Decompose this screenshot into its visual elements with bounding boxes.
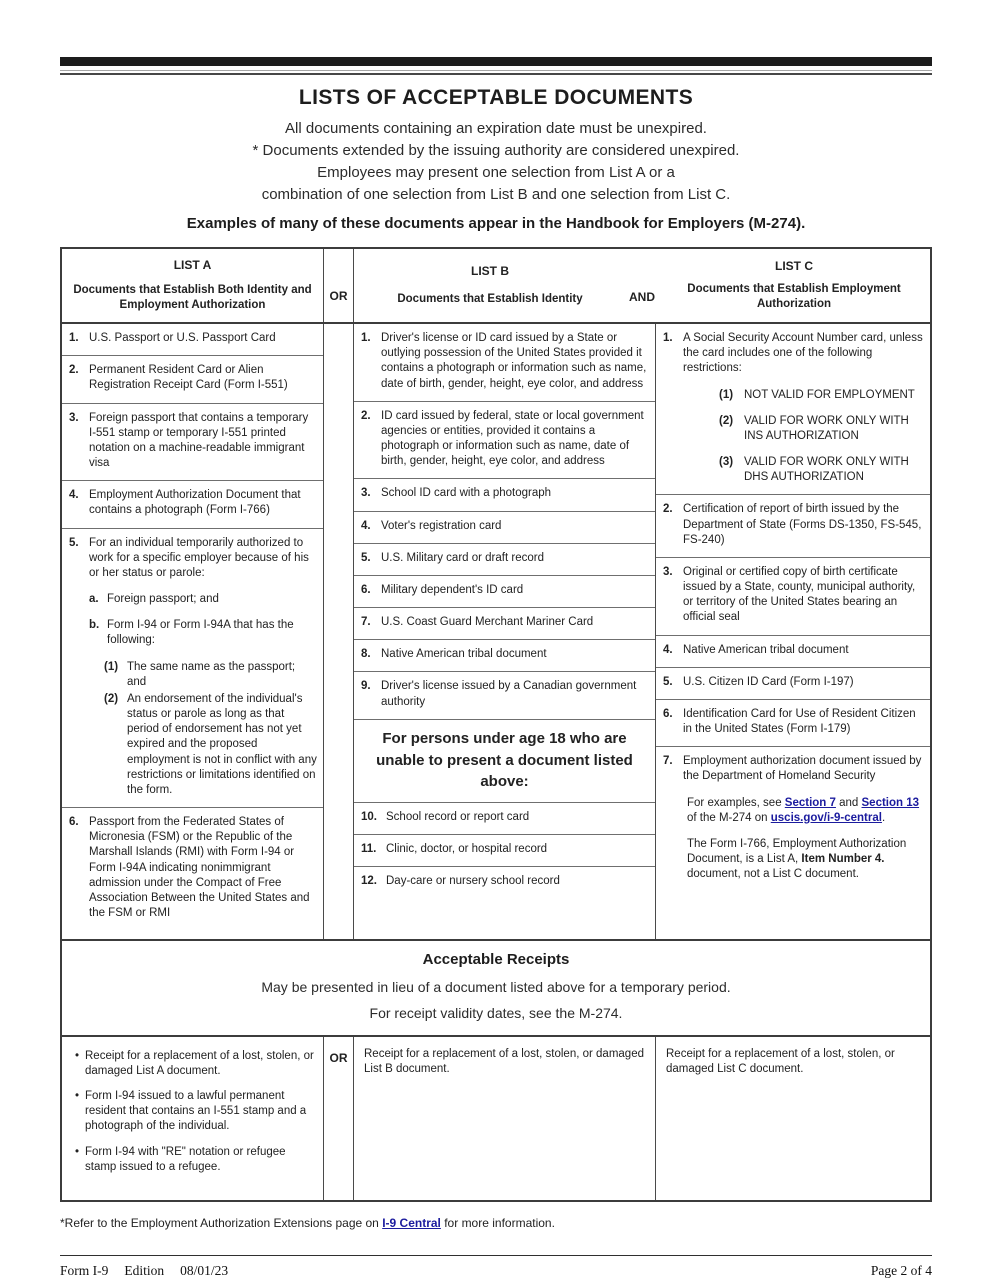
i9-central-link[interactable]: I-9 Central xyxy=(382,1215,441,1230)
list-c-item-2 xyxy=(656,494,930,557)
restriction-number: (3) xyxy=(719,456,734,469)
receipts-or-conjunction: OR xyxy=(324,1037,354,1200)
item-text: Native American tribal document xyxy=(381,648,547,661)
item-number: 11. xyxy=(361,843,377,856)
list-a-column xyxy=(62,324,324,939)
subtitle-line-3: Employees may present one selection from List A or a xyxy=(317,164,675,181)
section-13-link[interactable]: Section 13 xyxy=(861,796,920,809)
examples-line: Examples of many of these documents appear in the Handbook for Employers (M-274). xyxy=(186,215,806,232)
list-a-item-6 xyxy=(62,807,323,939)
note-pre: The Form I-766, Employment Authorization Document, is a List A, xyxy=(687,837,907,866)
list-c-item-6 xyxy=(656,699,930,746)
item-body xyxy=(89,536,317,799)
table-body-row xyxy=(62,322,930,939)
item-text: Military dependent's ID card xyxy=(381,583,524,596)
list-a-item-5 xyxy=(62,528,323,808)
item-text: U.S. Citizen ID Card (Form I-197) xyxy=(683,675,854,688)
sub-item-number: (1) xyxy=(104,660,119,673)
subtitle-line-2: * Documents extended by the issuing authority are considered unexpired. xyxy=(252,142,740,159)
receipts-line-1: May be presented in lieu of a document listed above for a temporary period. xyxy=(261,978,731,995)
footer-form-number: Form I-9 xyxy=(60,1262,109,1278)
item-text: Clinic, doctor, or hospital record xyxy=(386,843,548,856)
item-text: Passport from the Federated States of Micronesia (FSM) or the Republic of the Marshall Islands (RMI) with Form I-94 or Form I-94A indicating nonimmigrant admission under the Compact of Free Association Between the United States and the FSM or RMI xyxy=(89,816,310,920)
examples-mid1: and xyxy=(835,796,862,809)
list-c-item-3 xyxy=(656,557,930,635)
and-conjunction: AND xyxy=(629,289,655,304)
ssn-restriction-1 xyxy=(719,388,924,403)
bullet-icon: • xyxy=(74,1145,80,1158)
list-b-item-12 xyxy=(354,866,655,939)
item-number: 1. xyxy=(361,332,371,344)
item-text: A Social Security Account Number card, unless the card includes one of the following restrictions: xyxy=(683,332,923,375)
item-number: 6. xyxy=(663,707,673,720)
item-body xyxy=(683,754,924,930)
or-gutter-column xyxy=(324,324,354,939)
list-a-header xyxy=(62,249,324,322)
header-subtitle-block xyxy=(60,118,932,206)
item-number: 2. xyxy=(361,409,371,422)
under-18-heading: For persons under age 18 who are unable to present a document listed above: xyxy=(354,719,655,802)
examples-prefix: For examples, see xyxy=(687,796,785,809)
receipt-a-bullet-1 xyxy=(69,1049,315,1079)
item-text: Foreign passport that contains a temporary I-551 stamp or temporary I-551 printed notation on a machine-readable immigrant visa xyxy=(89,411,309,470)
receipts-line-2: For receipt validity dates, see the M-274. xyxy=(369,1005,623,1022)
footnote xyxy=(60,1216,932,1230)
item-number: 5. xyxy=(361,551,371,564)
list-c-title: LIST C xyxy=(775,258,813,273)
item-text: Employment Authorization Document that contains a photograph (Form I-766) xyxy=(89,489,301,517)
list-a-item-1 xyxy=(62,324,323,355)
restriction-number: (1) xyxy=(719,388,734,401)
list-b-item-7 xyxy=(354,607,655,639)
item-text: U.S. Military card or draft record xyxy=(381,551,544,564)
item-text: U.S. Passport or U.S. Passport Card xyxy=(89,332,276,344)
examples-suffix: . xyxy=(881,811,886,824)
item-text: For an individual temporarily authorized to work for a specific employer because of his or her status or parole: xyxy=(89,536,309,579)
table-header-row xyxy=(62,249,930,322)
bullet-text: Form I-94 issued to a lawful permanent resident that contains an I-551 stamp and a photograph of the individual. xyxy=(85,1090,307,1133)
bullet-text: Form I-94 with "RE" notation or refugee stamp issued to a refugee. xyxy=(85,1145,286,1173)
list-b-subtitle: Documents that Establish Identity xyxy=(397,293,583,306)
item-text: Day-care or nursery school record xyxy=(386,875,560,888)
document-header xyxy=(60,86,932,232)
item-number: 4. xyxy=(69,489,79,502)
item-number: 8. xyxy=(361,648,371,661)
list-b-item-8 xyxy=(354,639,655,671)
receipts-title: Acceptable Receipts xyxy=(422,951,570,968)
note-post: document, not a List C document. xyxy=(687,868,859,881)
item-text: Original or certified copy of birth certificate issued by a State, county, municipal authority, or territory of the United States bearing an official seal xyxy=(683,565,916,624)
footnote-prefix: *Refer to the Employment Authorization Extensions page on xyxy=(60,1215,383,1230)
list-a-item-2 xyxy=(62,355,323,402)
list-b-item-10 xyxy=(354,802,655,834)
item-text: Employment authorization document issued by the Department of Homeland Security xyxy=(683,755,922,783)
item-number: 10. xyxy=(361,811,377,823)
item-number: 7. xyxy=(361,616,371,629)
page-title: LISTS OF ACCEPTABLE DOCUMENTS xyxy=(298,86,694,109)
item-number: 2. xyxy=(663,503,673,516)
item-number: 3. xyxy=(69,411,79,424)
restriction-text: VALID FOR WORK ONLY WITH DHS AUTHORIZATION xyxy=(744,456,909,484)
ssn-restriction-3 xyxy=(719,455,924,485)
list-b-item-3 xyxy=(354,478,655,510)
list-a-item-5b xyxy=(89,618,317,648)
list-a-item-5b1 xyxy=(104,660,317,690)
item-body xyxy=(683,331,924,485)
list-b-item-11 xyxy=(354,834,655,866)
footer-page-number: Page 2 of 4 xyxy=(870,1262,932,1278)
top-black-bar xyxy=(60,57,932,66)
sub-item-text: An endorsement of the individual's status or parole as long as that period of endorsement has not yet expired and the proposed employment is not in conflict with any restrictions or limitations identified on the form. xyxy=(127,692,317,796)
item-text: Permanent Resident Card or Alien Registration Receipt Card (Form I-551) xyxy=(89,364,288,392)
section-7-link[interactable]: Section 7 xyxy=(784,796,836,809)
footer-rule xyxy=(60,1255,932,1256)
receipts-list-c-cell: Receipt for a replacement of a lost, stolen, or damaged List C document. xyxy=(666,1047,895,1075)
item-text: Identification Card for Use of Resident Citizen in the United States (Form I-179) xyxy=(683,707,916,736)
bullet-icon: • xyxy=(74,1090,80,1103)
acceptable-receipts-header xyxy=(62,939,930,1035)
receipts-list-a-cell xyxy=(62,1037,324,1200)
bullet-icon: • xyxy=(74,1049,80,1062)
receipt-a-bullet-3 xyxy=(69,1145,315,1175)
i766-note-paragraph xyxy=(687,837,924,883)
list-b-title: LIST B xyxy=(471,263,509,278)
item-number: 5. xyxy=(69,536,79,549)
item-text: Voter's registration card xyxy=(381,519,502,532)
sub-item-text: Foreign passport; and xyxy=(107,593,219,606)
item-number: 1. xyxy=(663,332,673,344)
item-text: School ID card with a photograph xyxy=(381,487,552,500)
restriction-number: (2) xyxy=(719,414,734,427)
item-text: School record or report card xyxy=(386,811,530,823)
subtitle-line-1: All documents containing an expiration date must be unexpired. xyxy=(285,120,707,137)
examples-paragraph xyxy=(687,796,924,826)
page-footer xyxy=(60,1263,932,1279)
item-text: Certification of report of birth issued by the Department of State (Forms DS-1350, FS-545, FS-240) xyxy=(683,503,922,546)
or-conjunction: OR xyxy=(324,249,354,322)
list-b-c-header xyxy=(354,249,930,322)
item-text: Native American tribal document xyxy=(683,643,849,656)
list-b-item-4 xyxy=(354,511,655,543)
item-number: 5. xyxy=(663,675,673,688)
sub-item-number: (2) xyxy=(104,692,119,705)
footer-form-info xyxy=(60,1263,244,1279)
list-b-item-1 xyxy=(354,324,655,401)
list-c-item-5 xyxy=(656,667,930,699)
footer-edition-date: 08/01/23 xyxy=(180,1262,229,1278)
bullet-text: Receipt for a replacement of a lost, stolen, or damaged List A document. xyxy=(85,1049,314,1077)
subtitle-line-4: combination of one selection from List B and one selection from List C. xyxy=(261,186,731,203)
list-b-item-9 xyxy=(354,671,655,718)
list-b-item-6 xyxy=(354,575,655,607)
ssn-restriction-2 xyxy=(719,414,924,444)
acceptable-documents-table xyxy=(60,247,932,1202)
item-text: Driver's license issued by a Canadian government authority xyxy=(381,680,637,708)
top-double-rule xyxy=(60,70,932,75)
item-number: 12. xyxy=(361,875,377,888)
item-number: 2. xyxy=(69,364,79,377)
note-bold: Item Number 4. xyxy=(801,853,885,866)
list-a-item-3 xyxy=(62,403,323,481)
receipts-list-b-cell: Receipt for a replacement of a lost, stolen, or damaged List B document. xyxy=(354,1037,656,1200)
examples-mid2: of the M-274 on xyxy=(687,811,771,824)
item-number: 6. xyxy=(361,583,371,596)
footer-edition-label: Edition xyxy=(124,1262,165,1278)
sub-item-letter: b. xyxy=(89,619,100,632)
list-a-item-5a xyxy=(89,592,317,607)
restriction-text: NOT VALID FOR EMPLOYMENT xyxy=(744,388,915,401)
receipts-row xyxy=(62,1035,930,1200)
sub-item-letter: a. xyxy=(89,593,99,606)
uscis-i9-central-link[interactable]: uscis.gov/i-9-central xyxy=(770,811,882,824)
footnote-suffix: for more information. xyxy=(440,1215,555,1230)
list-a-item-5b2 xyxy=(104,692,317,798)
list-a-item-4 xyxy=(62,480,323,527)
list-b-item-2 xyxy=(354,401,655,479)
item-text: U.S. Coast Guard Merchant Mariner Card xyxy=(381,616,594,629)
item-number: 4. xyxy=(663,643,673,656)
item-number: 9. xyxy=(361,680,371,693)
item-text: Driver's license or ID card issued by a State or outlying possession of the United States provided it contains a photograph or information such as name, date of birth, gender, height, eye color, and address xyxy=(381,332,647,390)
item-number: 1. xyxy=(69,332,79,344)
list-c-subtitle: Documents that Establish Employment Authorization xyxy=(687,283,901,311)
list-a-subtitle: Documents that Establish Both Identity and Employment Authorization xyxy=(73,283,312,311)
receipt-a-bullet-2 xyxy=(69,1089,315,1135)
item-number: 3. xyxy=(361,487,371,500)
item-number: 6. xyxy=(69,816,79,829)
list-b-item-5 xyxy=(354,543,655,575)
list-c-item-1 xyxy=(656,324,930,494)
list-c-header xyxy=(658,249,930,322)
sub-item-text: Form I-94 or Form I-94A that has the following: xyxy=(107,619,294,647)
list-c-item-7 xyxy=(656,746,930,939)
item-text: ID card issued by federal, state or local government agencies or entities, provided it contains a photograph or information such as name, date of birth, gender, height, eye color, and address xyxy=(381,409,644,468)
list-a-title: LIST A xyxy=(173,258,212,273)
item-number: 3. xyxy=(663,565,673,578)
list-c-column xyxy=(656,324,930,939)
list-b-column xyxy=(354,324,656,939)
list-c-item-4 xyxy=(656,635,930,667)
item-number: 7. xyxy=(663,755,673,768)
sub-item-text: The same name as the passport; and xyxy=(127,660,296,688)
list-b-header xyxy=(354,249,626,322)
item-number: 4. xyxy=(361,519,371,532)
restriction-text: VALID FOR WORK ONLY WITH INS AUTHORIZATION xyxy=(744,414,909,442)
